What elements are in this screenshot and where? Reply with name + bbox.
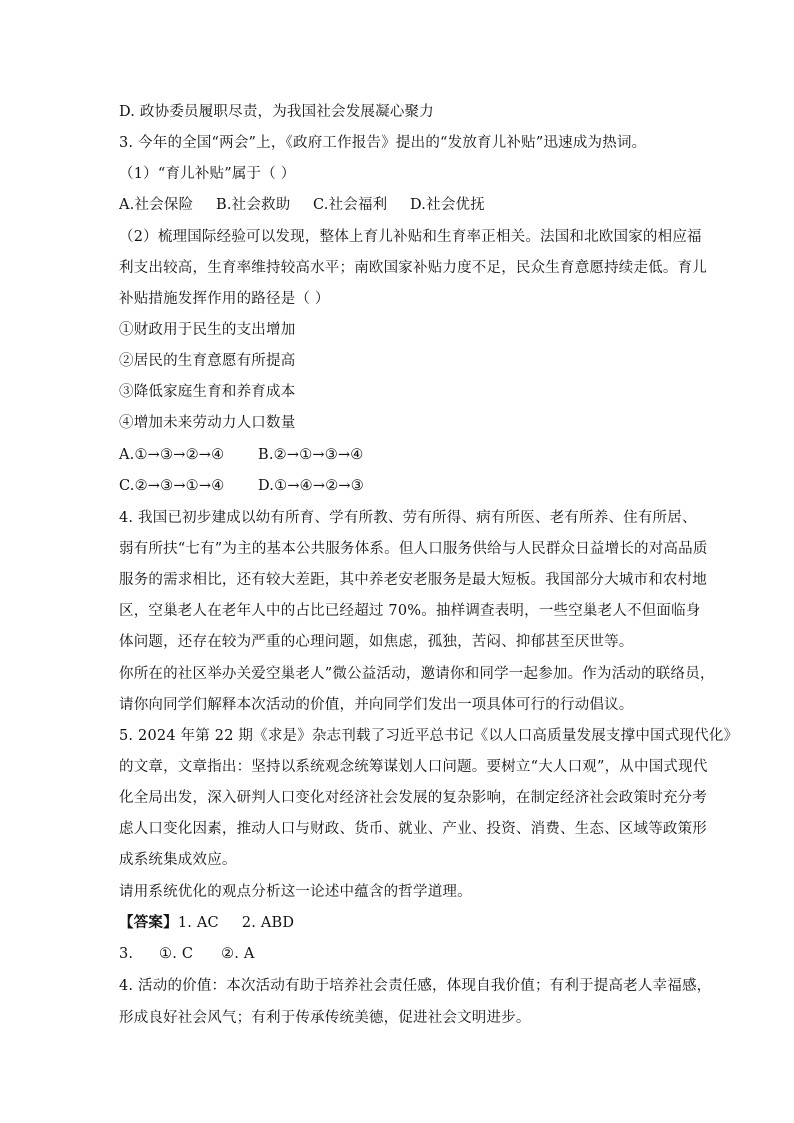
option-c: C.②→③→①→④ — [119, 478, 225, 494]
answer-label: 【答案】 — [119, 914, 178, 931]
statement-1: ①财政用于民生的支出增加 — [119, 322, 296, 338]
question-3-2-options-cd — [119, 476, 364, 496]
option-b: B.社会救助 — [216, 197, 291, 213]
answer-3-2: ②. A — [221, 946, 255, 962]
answer-3-1: ①. C — [159, 946, 194, 962]
question-5-line1: 5. 2024 年第 22 期《求是》杂志刊载了习近平总书记《以人口高质量发展支撑中国式现代化》 — [119, 728, 739, 744]
option-d: D.①→④→②→③ — [258, 478, 364, 494]
question-3-1-options — [119, 195, 485, 215]
answer-4-line1: 4. 活动的价值：本次活动有助于培养社会责任感，体现自我价值；有利于提高老人幸福感， — [119, 978, 712, 994]
question-4-line1: 4. 我国已初步建成以幼有所育、学有所教、劳有所得、病有所医、老有所养、住有所居、 — [119, 510, 697, 526]
question-4-task-line2: 请你向同学们解释本次活动的价值，并向同学们发出一项具体可行的行动倡议。 — [119, 697, 634, 713]
question-5-line2: 的文章，文章指出：坚持以系统观念统筹谋划人口问题。要树立“大人口观”，从中国式现代 — [119, 759, 708, 775]
question-3-1: （1）“育儿补贴”属于（ ） — [119, 166, 296, 182]
question-4-line5: 体问题，还存在较为严重的心理问题，如焦虑，孤独，苦闷、抑郁甚至厌世等。 — [119, 634, 634, 650]
answer-3-line — [119, 944, 255, 964]
answer-3-label: 3. — [119, 946, 134, 962]
question-3-2-line1: （2）梳理国际经验可以发现，整体上育儿补贴和生育率正相关。法国和北欧国家的相应福 — [119, 229, 702, 245]
question-5-line5: 成系统集成效应。 — [119, 852, 237, 868]
answer-2: 2. ABD — [241, 915, 295, 931]
question-5-task: 请用系统优化的观点分析这一论述中蕴含的哲学道理。 — [119, 884, 472, 900]
answer-line — [119, 913, 294, 933]
question-5-line4: 虑人口变化因素，推动人口与财政、货币、就业、产业、投资、消费、生态、区域等政策形 — [119, 821, 707, 837]
question-4-line2: 弱有所扶“七有”为主的基本公共服务体系。但人口服务供给与人民群众日益增长的对高品质 — [119, 541, 708, 557]
option-a: A.①→③→②→④ — [119, 447, 225, 463]
question-3-2-options-ab — [119, 445, 364, 465]
question-3-2-line3: 补贴措施发挥作用的路径是（ ） — [119, 291, 330, 307]
question-3-stem: 3. 今年的全国“两会”上，《政府工作报告》提出的“发放育儿补贴”迅速成为热词。 — [119, 135, 647, 151]
answer-1: 1. AC — [177, 915, 219, 931]
statement-2: ②居民的生育意愿有所提高 — [119, 353, 296, 369]
option-d: D.社会优抚 — [410, 197, 485, 213]
option-a: A.社会保险 — [119, 197, 194, 213]
statement-3: ③降低家庭生育和养育成本 — [119, 384, 296, 400]
question-3-2-line2: 利支出较高，生育率维持较高水平；南欧国家补贴力度不足，民众生育意愿持续走低。育儿 — [119, 260, 707, 276]
question-4-task-line1: 你所在的社区举办关爱空巢老人”微公益活动，邀请你和同学一起参加。作为活动的联络员， — [119, 666, 715, 682]
answer-4-line2: 形成良好社会风气；有利于传承传统美德，促进社会文明进步。 — [119, 1010, 531, 1026]
option-c: C.社会福利 — [313, 197, 388, 213]
question-4-line3: 服务的需求相比，还有较大差距，其中养老安老服务是最大短板。我国部分大城市和农村地 — [119, 572, 707, 588]
question-5-line3: 化全局出发，深入研判人口变化对经济社会发展的复杂影响，在制定经济社会政策时充分考 — [119, 790, 707, 806]
statement-4: ④增加未来劳动力人口数量 — [119, 415, 296, 431]
question-4-line4: 区，空巢老人在老年人中的占比已经超过 70%。抽样调查表明，一些空巢老人不但面临身 — [119, 603, 701, 619]
option-d-line: D. 政协委员履职尽责，为我国社会发展凝心聚力 — [119, 104, 434, 120]
option-b: B.②→①→③→④ — [258, 447, 364, 463]
